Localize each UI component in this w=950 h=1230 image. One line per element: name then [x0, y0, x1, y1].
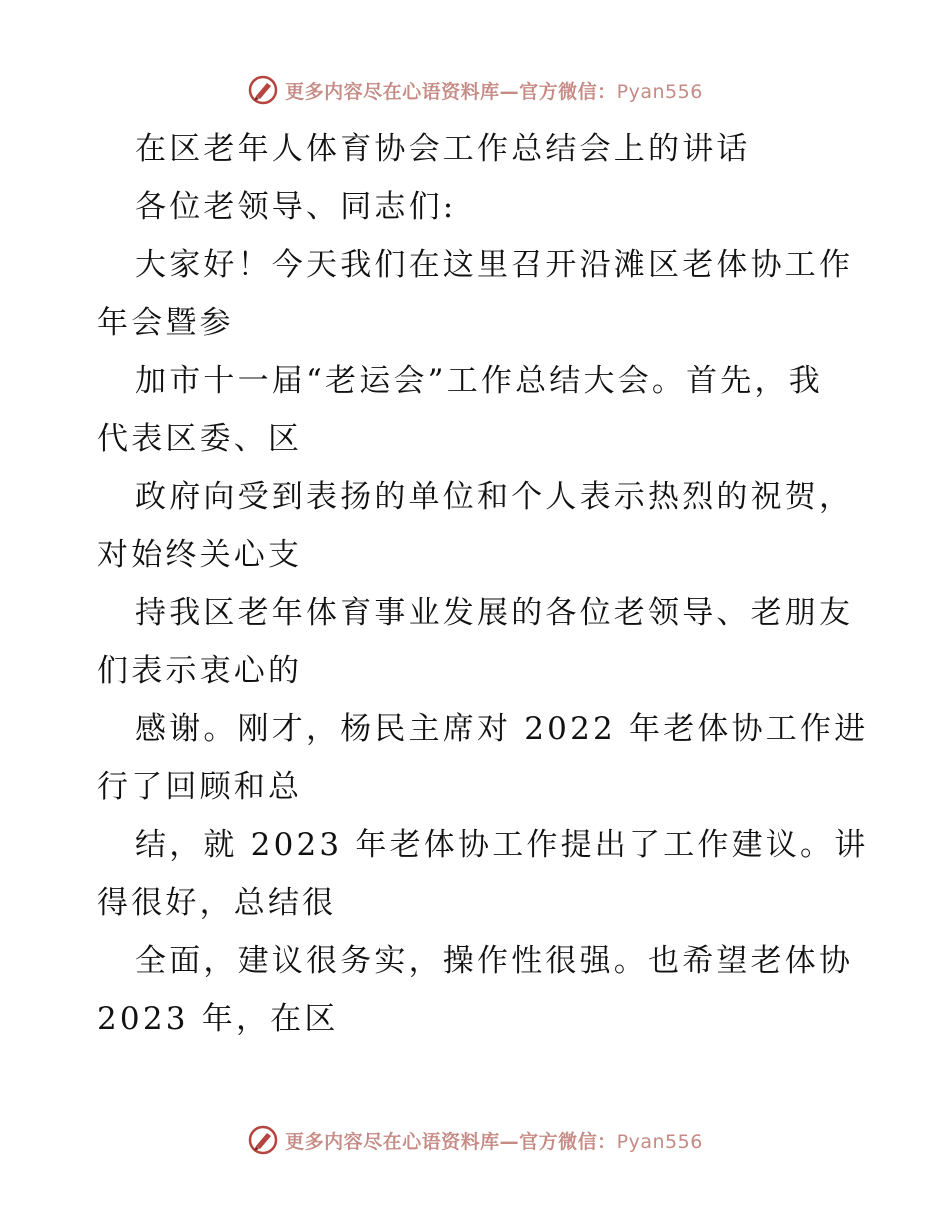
text-line: 2023 年，在区 [97, 1001, 339, 1037]
watermark-text: 更多内容尽在心语资料库—官方微信：Pyan556 [285, 1130, 703, 1153]
document-title: 在区老年人体育协会工作总结会上的讲话 [135, 131, 751, 167]
watermark-text: 更多内容尽在心语资料库—官方微信：Pyan556 [285, 80, 703, 103]
text-line: 政府向受到表扬的单位和个人表示热烈的祝贺， [135, 479, 854, 515]
pen-logo-icon [247, 1124, 279, 1156]
text-line: 年会暨参 [97, 305, 234, 341]
text-line: 行了回顾和总 [97, 769, 303, 805]
text-line: 对始终关心支 [97, 537, 303, 573]
pen-logo-icon [247, 74, 279, 106]
text-line: 代表区委、区 [97, 421, 303, 457]
header-watermark [0, 70, 950, 110]
text-line: 们表示衷心的 [97, 653, 303, 689]
salutation: 各位老领导、同志们: [135, 189, 457, 225]
footer-watermark [0, 1120, 950, 1160]
text-line: 结，就 2023 年老体协工作提出了工作建议。讲 [135, 827, 869, 863]
text-line: 持我区老年体育事业发展的各位老领导、老朋友 [135, 595, 854, 631]
text-line: 大家好！今天我们在这里召开沿滩区老体协工作 [135, 247, 854, 283]
text-line: 加市十一届“老运会”工作总结大会。首先，我 [135, 363, 823, 399]
text-line: 得很好，总结很 [97, 885, 337, 921]
text-line: 感谢。刚才，杨民主席对 2022 年老体协工作进 [135, 711, 869, 747]
paragraph [97, 236, 869, 1048]
text-line: 全面，建议很务实，操作性很强。也希望老体协 [135, 943, 854, 979]
document-body [97, 120, 869, 1048]
